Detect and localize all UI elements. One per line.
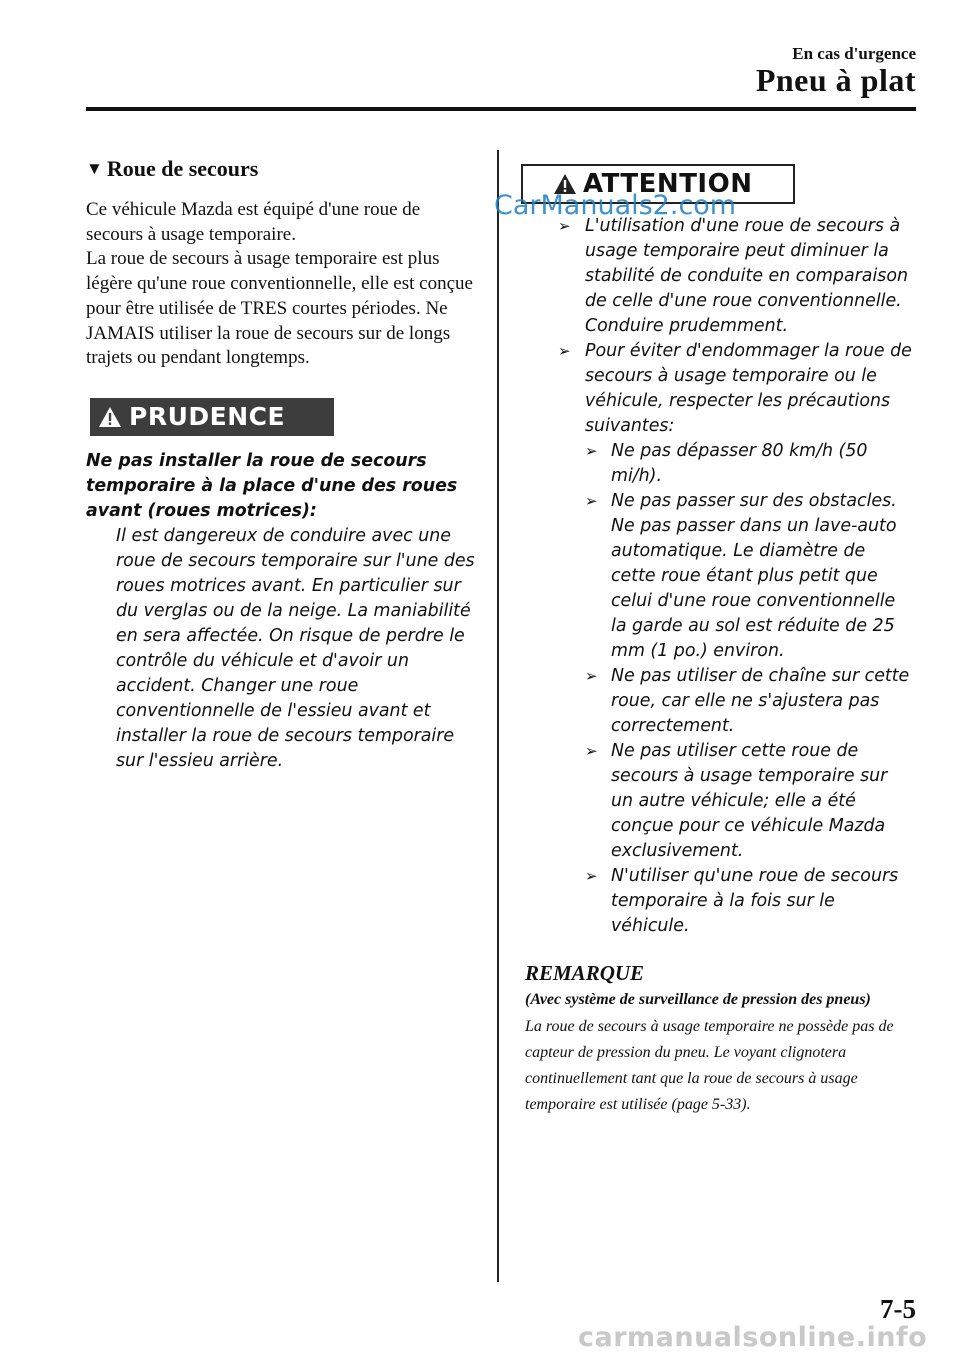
- sub-list-item: ➢ Ne pas utiliser de chaîne sur cette roue, car elle ne s'ajustera pas correctement.: [585, 666, 910, 736]
- arrow-bullet-icon: ➢: [585, 742, 598, 760]
- caution-text: Il est dangereux de conduire avec une roue de secours temporaire sur l'une des roues motrices avant. En particulier sur du verglas ou de la neige. La maniabilité en sera affectée. On risque de perdre le contrôle du véhicule et d'avoir un accident. Changer une roue conventionnelle de l'essieu avant et installer la roue de secours temporaire sur l'essieu arrière.: [116, 525, 475, 771]
- caution-lead: Ne pas installer la roue de secours temporaire à la place d'une des roues avant (roues motrices):: [86, 450, 458, 521]
- sub-list-item: ➢ Ne pas utiliser cette roue de secours à usage temporaire sur un autre véhicule; elle a été conçue pour ce véhicule Mazda exclusivement.: [585, 741, 888, 861]
- attention-label: ATTENTION: [583, 169, 753, 199]
- sub-list-item: ➢ N'utiliser qu'une roue de secours temporaire à la fois sur le véhicule.: [585, 866, 899, 936]
- triangle-bullet-icon: ▼: [86, 159, 103, 178]
- warning-icon: [98, 406, 122, 428]
- caution-banner: [90, 398, 334, 436]
- sub-list-item: ➢ Ne pas passer sur des obstacles. Ne pas passer dans un lave-auto automatique. Le diamètre de cette roue étant plus petit que celui d'une roue conventionnelle la garde au sol est réduite de 25 mm (1 po.) environ.: [585, 491, 897, 661]
- page-number: 7-5: [880, 1294, 916, 1324]
- arrow-bullet-icon: ➢: [585, 667, 598, 685]
- arrow-bullet-icon: ➢: [558, 342, 571, 360]
- sub-list-item: ➢ Ne pas dépasser 80 km/h (50 mi/h).: [585, 441, 868, 486]
- list-item: ➢ L'utilisation d'une roue de secours à usage temporaire peut diminuer la stabilité de conduite en comparaison de celle d'une roue conventionnelle. Conduire prudemment.: [558, 216, 908, 336]
- arrow-bullet-icon: ➢: [558, 217, 571, 235]
- column-divider: [497, 150, 499, 1282]
- footer-logo: carmanualsonline.info: [578, 1322, 928, 1353]
- watermark: CarManuals2.com: [494, 190, 737, 221]
- note-heading: REMARQUE: [525, 961, 645, 985]
- arrow-bullet-icon: ➢: [585, 492, 598, 510]
- section-header: En cas d'urgence: [792, 44, 916, 63]
- left-column: [86, 156, 478, 774]
- section-heading-text: Roue de secours: [106, 156, 259, 181]
- caution-label: PRUDENCE: [129, 402, 286, 432]
- arrow-bullet-icon: ➢: [585, 442, 598, 460]
- section-heading: [86, 156, 478, 182]
- note-subheading: (Avec système de surveillance de pression des pneus): [525, 991, 871, 1008]
- list-item: ➢ Pour éviter d'endommager la roue de secours à usage temporaire ou le véhicule, respecter les précautions suivantes:: [558, 341, 912, 436]
- arrow-bullet-icon: ➢: [585, 867, 598, 885]
- intro-paragraph: Ce véhicule Mazda est équipé d'une roue de secours à usage temporaire.: [86, 199, 421, 245]
- right-column: [513, 164, 913, 1118]
- body-paragraph: La roue de secours à usage temporaire est plus légère qu'une roue conventionnelle, elle est conçue pour être utilisée de TRES courtes périodes. Ne JAMAIS utiliser la roue de secours sur de longs trajets ou pendant longtemps.: [86, 248, 473, 369]
- page-title: Pneu à plat: [755, 62, 916, 98]
- note-text: La roue de secours à usage temporaire ne possède pas de capteur de pression du pneu. Le voyant clignotera continuellement tant que la roue de secours à usage temporaire est utilisée (page 5-33).: [525, 1018, 894, 1113]
- header-rule: [86, 107, 916, 111]
